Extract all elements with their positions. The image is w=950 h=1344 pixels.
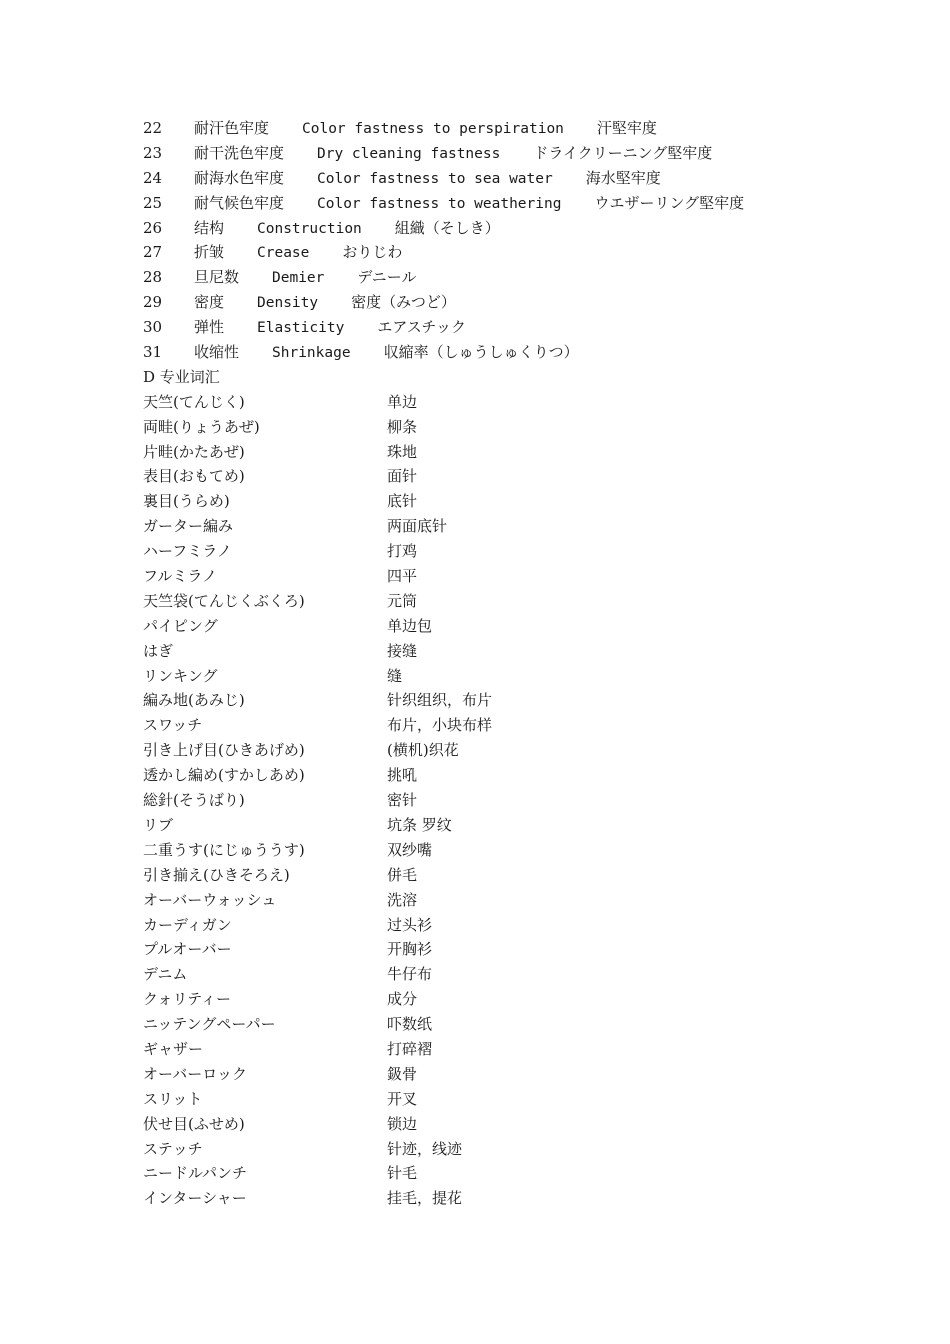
vocab-chinese: 挑吼 bbox=[387, 766, 418, 785]
term-japanese: 海水堅牢度 bbox=[585, 168, 661, 187]
vocab-row bbox=[143, 1112, 843, 1137]
vocab-row bbox=[143, 464, 843, 489]
document-content bbox=[143, 116, 843, 1211]
term-english: Shrinkage bbox=[272, 345, 351, 362]
vocab-row bbox=[143, 863, 843, 888]
term-number: 26 bbox=[143, 218, 163, 237]
term-japanese: ウエザーリング堅牢度 bbox=[594, 193, 745, 212]
section-heading: D 专业词汇 bbox=[143, 367, 220, 386]
vocab-chinese: 打碎褶 bbox=[387, 1039, 433, 1058]
vocab-japanese: 引き上げ目(ひきあげめ) bbox=[143, 741, 305, 760]
vocab-chinese: 过头衫 bbox=[387, 915, 433, 934]
vocab-row bbox=[143, 664, 843, 689]
vocab-japanese: 総針(そうばり) bbox=[143, 791, 245, 810]
vocab-japanese: ニッテングペーパー bbox=[143, 1015, 276, 1034]
vocab-row bbox=[143, 688, 843, 713]
vocab-japanese: 引き揃え(ひきそろえ) bbox=[143, 865, 290, 884]
vocab-japanese: 二重うす(にじゅううす) bbox=[143, 840, 305, 859]
vocab-row bbox=[143, 614, 843, 639]
vocab-row bbox=[143, 987, 843, 1012]
vocab-row bbox=[143, 962, 843, 987]
vocab-row bbox=[143, 838, 843, 863]
term-japanese: 収縮率（しゅうしゅくりつ） bbox=[383, 343, 579, 362]
term-english: Color fastness to sea water bbox=[317, 170, 553, 187]
vocab-japanese: 編み地(あみじ) bbox=[143, 691, 245, 710]
term-row bbox=[143, 166, 843, 191]
vocab-row bbox=[143, 713, 843, 738]
vocab-chinese: 锁边 bbox=[387, 1114, 418, 1133]
term-row bbox=[143, 240, 843, 265]
vocab-japanese: パイピング bbox=[143, 616, 218, 635]
vocab-japanese: インターシャー bbox=[143, 1189, 247, 1208]
term-number: 31 bbox=[143, 343, 163, 362]
vocab-chinese: 双纱嘴 bbox=[387, 840, 433, 859]
vocab-row bbox=[143, 1087, 843, 1112]
term-number: 22 bbox=[143, 119, 163, 137]
term-number: 25 bbox=[143, 193, 163, 212]
vocab-chinese: 鈒骨 bbox=[387, 1064, 418, 1083]
vocab-japanese: 表目(おもてめ) bbox=[143, 467, 245, 486]
term-row bbox=[143, 265, 843, 290]
vocab-row bbox=[143, 1012, 843, 1037]
vocab-chinese: 面针 bbox=[387, 467, 418, 486]
term-japanese: 汗堅牢度 bbox=[596, 119, 657, 137]
term-japanese: おりじわ bbox=[342, 243, 403, 262]
vocab-row bbox=[143, 937, 843, 962]
vocab-japanese: 裏目(うらめ) bbox=[143, 492, 230, 511]
vocab-chinese: 缝 bbox=[387, 666, 403, 685]
vocab-row bbox=[143, 888, 843, 913]
vocab-row bbox=[143, 788, 843, 813]
vocab-row bbox=[143, 440, 843, 465]
term-row bbox=[143, 116, 843, 141]
vocab-chinese: 挂毛，提花 bbox=[387, 1189, 463, 1208]
term-english: Demier bbox=[272, 270, 325, 287]
term-row bbox=[143, 315, 843, 340]
vocab-japanese: プルオーバー bbox=[143, 940, 232, 959]
vocab-row bbox=[143, 489, 843, 514]
vocab-row bbox=[143, 813, 843, 838]
vocab-chinese: 打鸡 bbox=[387, 542, 418, 561]
vocab-chinese: 两面底针 bbox=[387, 517, 448, 536]
vocab-row bbox=[143, 539, 843, 564]
vocab-chinese: 成分 bbox=[387, 990, 418, 1009]
vocab-chinese: 密针 bbox=[387, 791, 418, 810]
term-japanese: デニール bbox=[357, 268, 417, 287]
vocab-chinese: 洗溶 bbox=[387, 890, 418, 909]
vocab-chinese: 柳条 bbox=[387, 417, 418, 436]
term-chinese: 耐海水色牢度 bbox=[194, 168, 285, 187]
vocab-row bbox=[143, 589, 843, 614]
vocab-chinese: 单边 bbox=[387, 392, 418, 411]
term-chinese: 结构 bbox=[194, 218, 225, 237]
term-chinese: 密度 bbox=[194, 293, 225, 312]
term-chinese: 耐气候色牢度 bbox=[194, 193, 285, 212]
vocab-row bbox=[143, 763, 843, 788]
term-chinese: 弹性 bbox=[194, 318, 225, 337]
vocab-japanese: 片畦(かたあぜ) bbox=[143, 442, 245, 461]
vocab-row bbox=[143, 415, 843, 440]
vocab-chinese: 底针 bbox=[387, 492, 418, 511]
vocab-japanese: 天竺(てんじく) bbox=[143, 392, 245, 411]
vocab-chinese: 针迹，线迹 bbox=[387, 1139, 463, 1158]
vocab-chinese: 元筒 bbox=[387, 591, 418, 610]
vocab-row bbox=[143, 390, 843, 415]
vocab-row bbox=[143, 913, 843, 938]
term-chinese: 收缩性 bbox=[194, 343, 240, 362]
vocab-chinese: 针毛 bbox=[387, 1164, 418, 1183]
vocab-chinese: 开胸衫 bbox=[387, 940, 433, 959]
term-number: 29 bbox=[143, 293, 163, 312]
term-chinese: 折皱 bbox=[194, 243, 225, 262]
vocab-japanese: カーディガン bbox=[143, 915, 232, 934]
term-row bbox=[143, 340, 843, 365]
term-chinese: 耐汗色牢度 bbox=[194, 119, 270, 137]
term-english: Construction bbox=[257, 220, 362, 237]
term-english: Dry cleaning fastness bbox=[317, 145, 501, 162]
vocab-chinese: 珠地 bbox=[387, 442, 418, 461]
vocab-japanese: ハーフミラノ bbox=[143, 542, 232, 561]
vocab-chinese: 布片，小块布样 bbox=[387, 716, 493, 735]
term-number: 24 bbox=[143, 168, 163, 187]
vocab-japanese: リンキング bbox=[143, 666, 218, 685]
vocab-japanese: 伏せ目(ふせめ) bbox=[143, 1114, 245, 1133]
term-number: 30 bbox=[143, 318, 163, 337]
vocab-chinese: 併毛 bbox=[387, 865, 418, 884]
term-row bbox=[143, 216, 843, 241]
vocab-japanese: スリット bbox=[143, 1089, 203, 1108]
vocab-japanese: 両畦(りょうあぜ) bbox=[143, 417, 260, 436]
term-row bbox=[143, 191, 843, 216]
term-japanese: 密度（みつど） bbox=[351, 293, 456, 312]
vocab-chinese: 吓数纸 bbox=[387, 1015, 433, 1034]
term-english: Density bbox=[257, 295, 319, 312]
vocab-japanese: クォリティー bbox=[143, 990, 232, 1009]
vocab-japanese: リブ bbox=[143, 815, 174, 834]
terms-list bbox=[143, 116, 843, 365]
vocab-chinese: 四平 bbox=[387, 567, 418, 586]
term-japanese: 組織（そしき） bbox=[394, 218, 500, 237]
term-row bbox=[143, 141, 843, 166]
term-number: 27 bbox=[143, 243, 163, 262]
vocab-japanese: オーバーロック bbox=[143, 1064, 247, 1083]
vocab-japanese: ギャザー bbox=[143, 1039, 204, 1058]
vocab-japanese: はぎ bbox=[143, 641, 174, 660]
vocab-chinese: 牛仔布 bbox=[387, 965, 433, 984]
vocab-japanese: フルミラノ bbox=[143, 567, 217, 586]
vocab-row bbox=[143, 1037, 843, 1062]
vocab-japanese: 透かし編め(すかしあめ) bbox=[143, 766, 305, 785]
vocab-japanese: オーバーウォッシュ bbox=[143, 890, 277, 909]
vocab-japanese: ガーター編み bbox=[143, 517, 234, 536]
vocab-chinese: 坑条 罗纹 bbox=[387, 815, 452, 834]
term-japanese: エアスチック bbox=[377, 318, 466, 337]
term-english: Crease bbox=[257, 245, 310, 262]
term-number: 28 bbox=[143, 268, 163, 287]
term-number: 23 bbox=[143, 143, 163, 162]
vocab-row bbox=[143, 1186, 843, 1211]
term-english: Elasticity bbox=[257, 320, 345, 337]
term-row bbox=[143, 290, 843, 315]
vocab-row bbox=[143, 1062, 843, 1087]
vocab-row bbox=[143, 1137, 843, 1162]
vocabulary-list bbox=[143, 390, 843, 1211]
term-chinese: 旦尼数 bbox=[194, 268, 240, 287]
vocab-chinese: 单边包 bbox=[387, 616, 433, 635]
vocab-row bbox=[143, 514, 843, 539]
vocab-chinese: 针织组织，布片 bbox=[387, 691, 493, 710]
vocab-japanese: 天竺袋(てんじくぶくろ) bbox=[143, 591, 305, 610]
vocab-row bbox=[143, 639, 843, 664]
vocab-row bbox=[143, 564, 843, 589]
vocab-row bbox=[143, 1161, 843, 1186]
vocab-japanese: ステッチ bbox=[143, 1139, 203, 1158]
vocab-japanese: ニードルパンチ bbox=[143, 1164, 247, 1183]
term-chinese: 耐干洗色牢度 bbox=[194, 143, 285, 162]
term-english: Color fastness to weathering bbox=[317, 195, 562, 212]
vocab-chinese: 开叉 bbox=[387, 1089, 418, 1108]
vocab-chinese: (横机)织花 bbox=[387, 741, 459, 760]
term-english: Color fastness to perspiration bbox=[302, 121, 564, 137]
vocab-japanese: スワッチ bbox=[143, 716, 203, 735]
vocab-japanese: デニム bbox=[143, 965, 188, 984]
term-japanese: ドライクリーニング堅牢度 bbox=[533, 143, 713, 162]
vocab-row bbox=[143, 738, 843, 763]
vocab-chinese: 接缝 bbox=[387, 641, 418, 660]
